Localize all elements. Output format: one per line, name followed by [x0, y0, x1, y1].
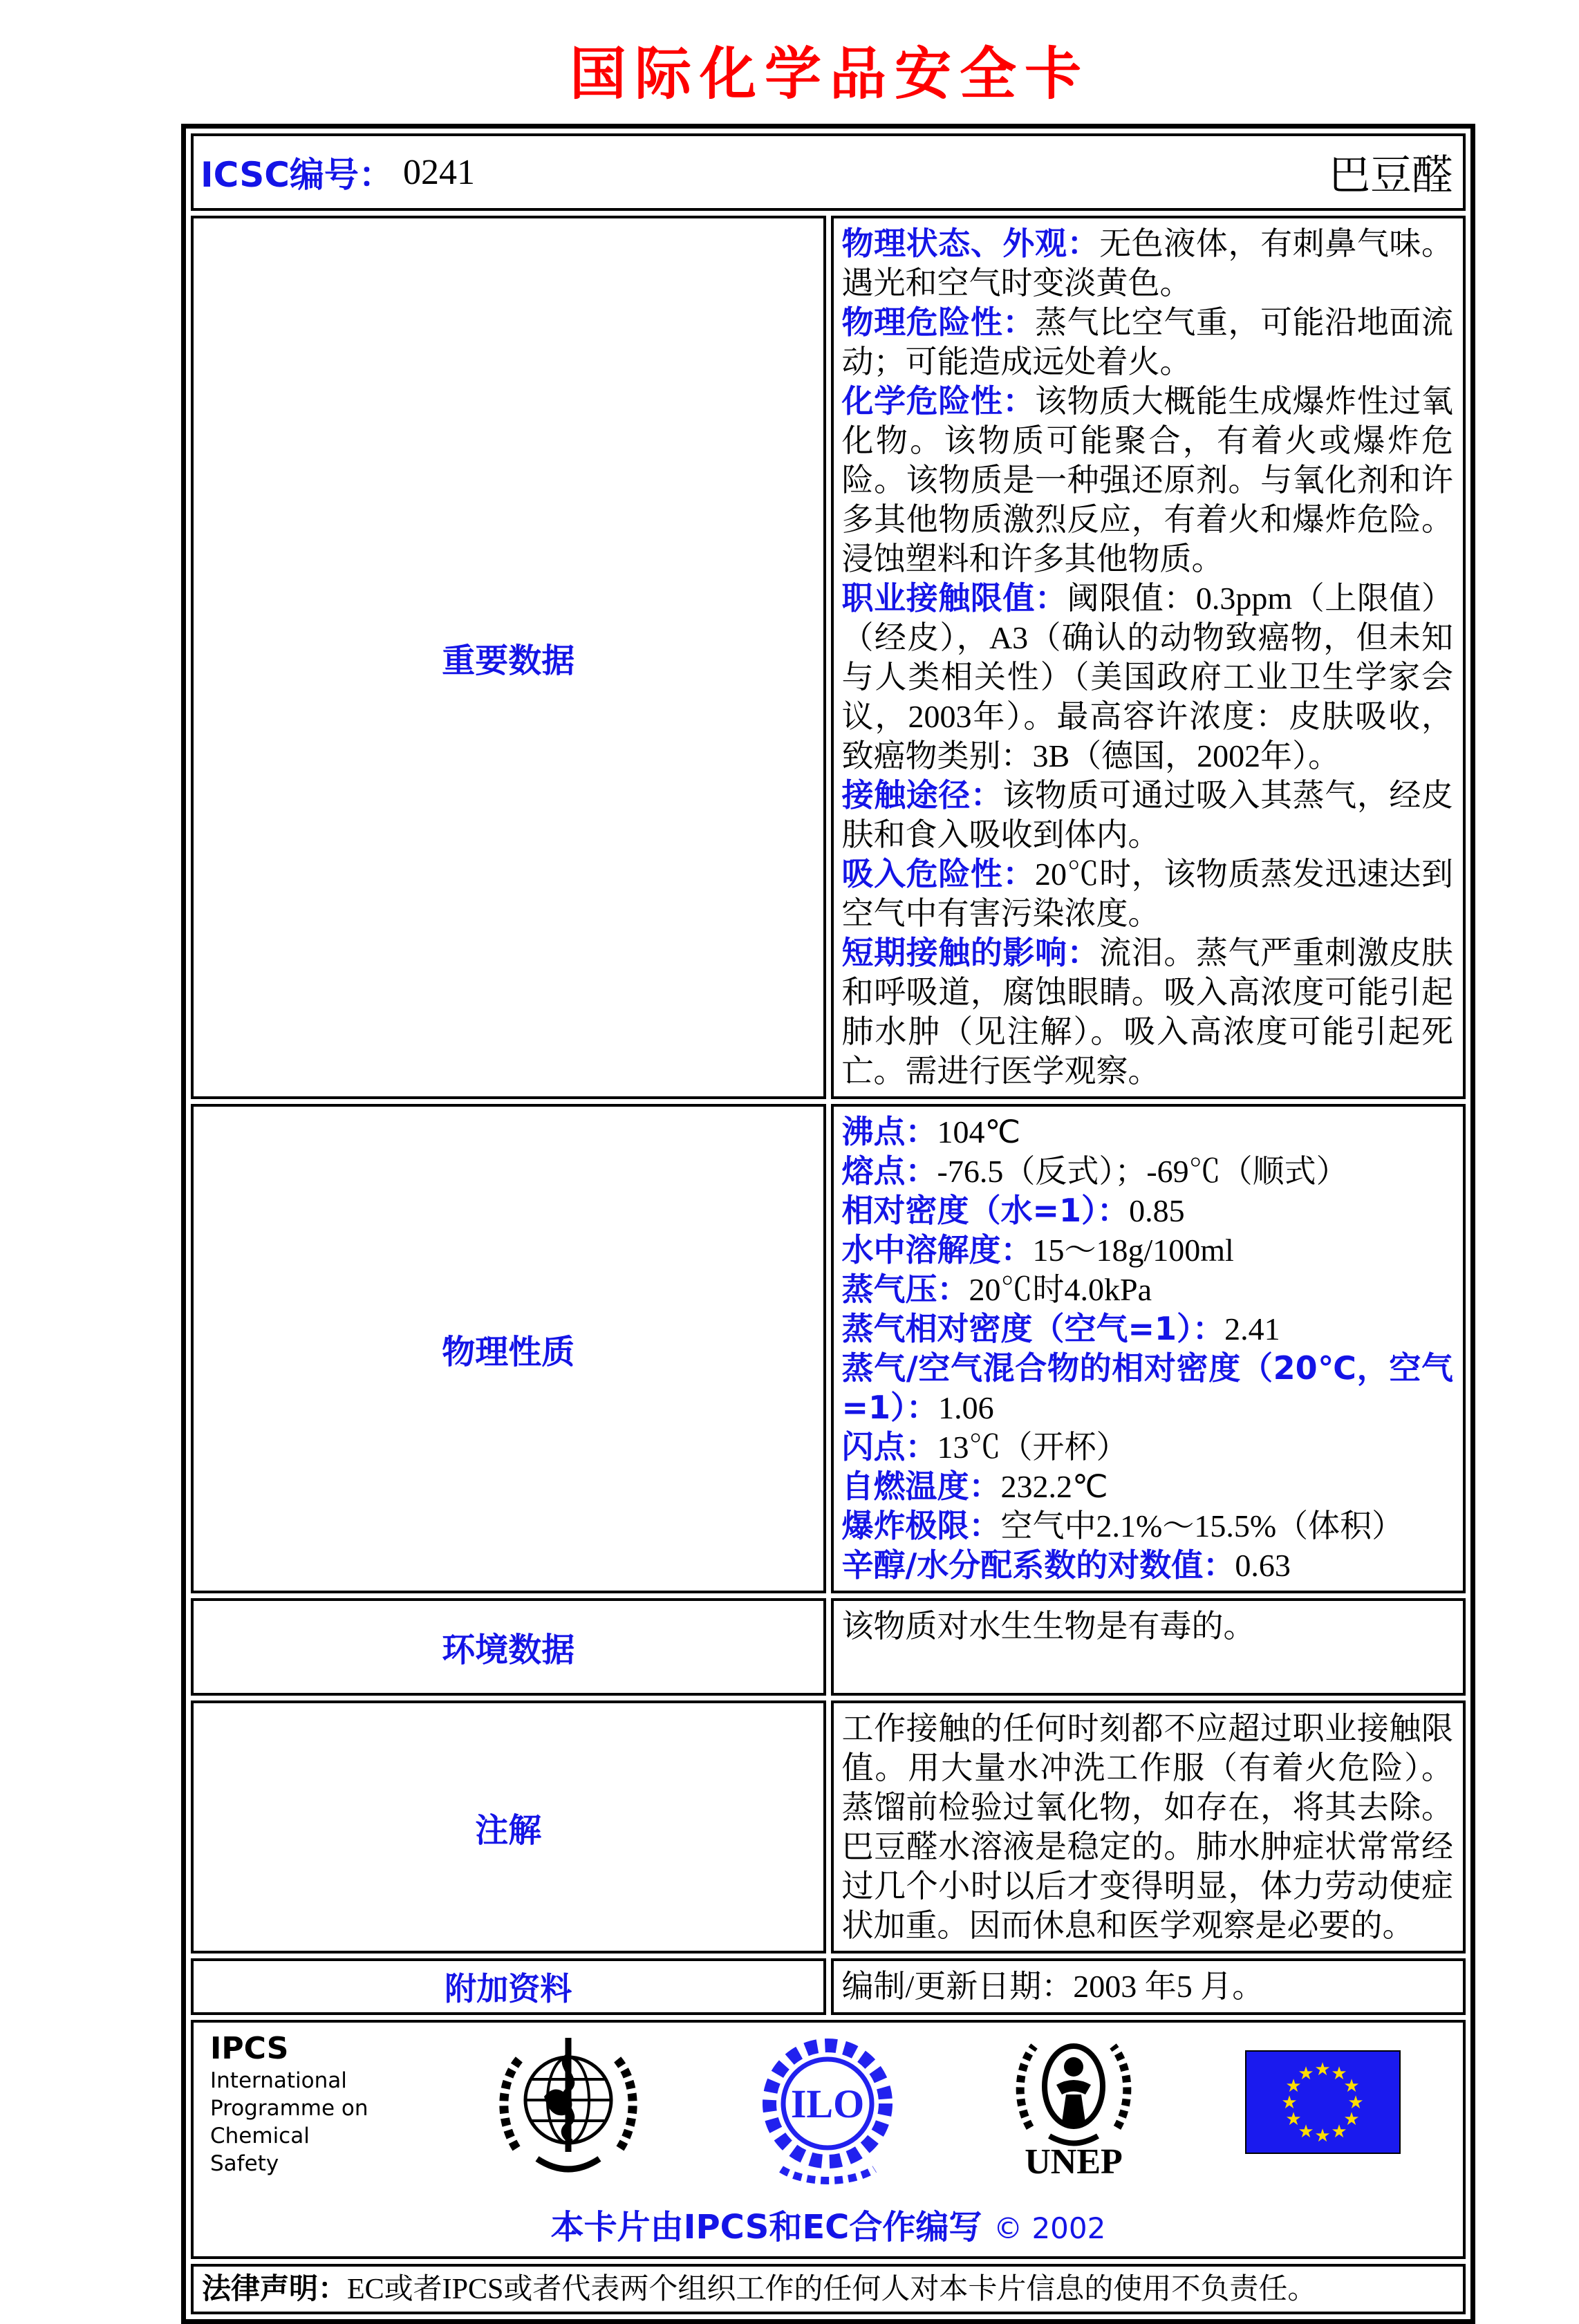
property-item: [842, 1191, 1454, 1230]
item-label: 物理状态、外观：: [841, 225, 1100, 262]
legal-cell: [191, 2264, 1466, 2314]
property-label: 蒸气/空气混合物的相对密度（20℃，空气=1）：: [841, 1349, 1453, 1426]
notes-row: [191, 1700, 1466, 1953]
property-label: 自燃温度：: [841, 1468, 1001, 1505]
section-body-environment: [831, 1598, 1466, 1696]
ipcs-title: IPCS: [210, 2031, 289, 2066]
unep-emblem-icon: [1015, 2031, 1132, 2148]
credit-line: [200, 2200, 1456, 2248]
page-title: 国际化学品安全卡: [569, 41, 1090, 107]
property-value: -76.5（反式）；-69℃（顺式）: [937, 1154, 1348, 1189]
property-label: 蒸气压：: [841, 1271, 969, 1308]
section-label-notes: 注解: [191, 1700, 826, 1953]
property-label: 相对密度（水=1）：: [841, 1192, 1130, 1229]
svg-text:★: ★: [1331, 2121, 1347, 2142]
item-text: 蒸气比空气重，可能沿地面流动；可能造成远处着火。: [841, 305, 1453, 379]
ipcs-subtitle-line: Chemical Safety: [210, 2124, 310, 2176]
svg-text:★: ★: [1285, 2076, 1302, 2096]
property-label: 水中溶解度：: [841, 1231, 1033, 1268]
icsc-number-value: 0241: [402, 152, 475, 192]
property-item: [842, 1349, 1454, 1427]
property-value: 13℃（开杯）: [937, 1430, 1128, 1465]
ilo-label: ILO: [790, 2081, 865, 2126]
property-value: 15～18g/100ml: [1032, 1233, 1234, 1268]
credit-text: 本卡片由IPCS和EC合作编写: [550, 2208, 982, 2247]
ipcs-subtitle-line: International: [210, 2068, 347, 2093]
section-body-physical: [831, 1104, 1466, 1593]
property-label: 熔点：: [841, 1152, 937, 1190]
ipcs-subtitle-line: Programme on: [210, 2096, 368, 2121]
section-label-physical: 物理性质: [191, 1104, 826, 1593]
data-item: [842, 303, 1454, 382]
property-item: [842, 1427, 1454, 1467]
additional-text: 编制/更新日期：2003 年5 月。: [841, 1969, 1264, 2004]
unep-logo-block: [1015, 2031, 1132, 2180]
property-item: [842, 1152, 1454, 1191]
who-logo-icon: [496, 2031, 641, 2193]
item-label: 职业接触限值：: [841, 579, 1067, 617]
item-text: 该物质可通过吸入其蒸气，经皮肤和食入吸收到体内。: [841, 778, 1454, 852]
svg-text:★: ★: [1343, 2109, 1360, 2129]
chemical-name: 巴豆醛: [1329, 153, 1453, 198]
environment-text: 该物质对水生生物是有毒的。: [841, 1609, 1255, 1644]
svg-text:★: ★: [1298, 2063, 1314, 2083]
svg-text:★: ★: [1314, 2126, 1331, 2146]
icsc-number-label: ICSC编号：: [200, 155, 393, 195]
data-item: [842, 382, 1454, 579]
property-value: 0.63: [1235, 1548, 1291, 1583]
property-item: [842, 1230, 1454, 1270]
data-item: [842, 776, 1454, 854]
data-item: [842, 224, 1454, 303]
property-value: 104℃: [937, 1114, 1021, 1150]
important-data-row: [191, 216, 1466, 1099]
ilo-logo-icon: [754, 2031, 902, 2193]
section-body-notes: [831, 1700, 1466, 1953]
svg-text:★: ★: [1347, 2092, 1364, 2112]
property-value: 空气中2.1%～15.5%（体积）: [1000, 1508, 1404, 1544]
property-value: 1.06: [938, 1390, 994, 1425]
notes-text: 工作接触的任何时刻都不应超过职业接触限值。用大量水冲洗工作服（有着火危险）。蒸馏前检验过氧化物，如存在，将其去除。巴豆醛水溶液是稳定的。肺水肿症状常常经过几个小时以后才变得明显，体力劳动使症状加重。因而休息和医学观察是必要的。: [841, 1711, 1453, 1943]
svg-text:★: ★: [1343, 2076, 1360, 2096]
section-label-environment: 环境数据: [191, 1598, 826, 1696]
icsc-card-table: [181, 124, 1475, 2324]
data-item: [842, 933, 1454, 1091]
property-value: 20℃时4.0kPa: [969, 1272, 1152, 1307]
additional-info-row: [191, 1958, 1466, 2015]
ipcs-text-block: [210, 2031, 383, 2177]
data-item: [842, 854, 1454, 933]
property-item: [842, 1506, 1454, 1546]
item-text: 该物质大概能生成爆炸性过氧化物。该物质可能聚合，有着火或爆炸危险。该物质是一种强还原剂。与氧化剂和许多其他物质激烈反应，有着火和爆炸危险。浸蚀塑料和许多其他物质。: [841, 384, 1453, 577]
property-item: [842, 1270, 1454, 1309]
logos-cell: [191, 2020, 1466, 2259]
item-text: 阈限值：0.3ppm（上限值）（经皮），A3（确认的动物致癌物，但未知与人类相关性）（美国政府工业卫生学家会议，2003年）。最高容许浓度：皮肤吸收，致癌物类别：3B（德国，2002年）。: [841, 581, 1454, 774]
property-label: 蒸气相对密度（空气=1）：: [841, 1310, 1225, 1347]
property-label: 辛醇/水分配系数的对数值：: [841, 1546, 1235, 1584]
item-text: 流泪。蒸气严重刺激皮肤和呼吸道，腐蚀眼睛。吸入高浓度可能引起肺水肿（见注解）。吸入高浓度可能引起死亡。需进行医学观察。: [841, 935, 1454, 1089]
item-label: 物理危险性：: [841, 303, 1035, 341]
item-text: 无色液体，有刺鼻气味。遇光和空气时变淡黄色。: [841, 226, 1454, 301]
svg-text:★: ★: [1314, 2059, 1331, 2079]
physical-properties-row: [191, 1104, 1466, 1593]
section-label-additional: 附加资料: [191, 1958, 826, 2015]
item-label: 化学危险性：: [841, 382, 1035, 420]
header-cell: [191, 133, 1466, 211]
property-item: [842, 1467, 1454, 1506]
property-label: 闪点：: [841, 1428, 937, 1465]
copyright-text: © 2002: [993, 2211, 1106, 2245]
legal-label: 法律声明：: [202, 2271, 348, 2305]
property-item: [842, 1112, 1454, 1152]
section-label-important: 重要数据: [191, 216, 826, 1099]
item-label: 接触途径：: [841, 776, 1003, 814]
logos-row: [191, 2020, 1466, 2259]
eu-flag-icon: [1245, 2050, 1401, 2154]
property-value: 232.2℃: [1000, 1469, 1108, 1504]
property-label: 爆炸极限：: [841, 1507, 1001, 1544]
property-value: 0.85: [1129, 1193, 1185, 1228]
property-value: 2.41: [1224, 1311, 1280, 1347]
property-item: [842, 1309, 1454, 1349]
section-body-important: [831, 216, 1466, 1099]
svg-text:★: ★: [1281, 2092, 1298, 2112]
item-text: 20℃时，该物质蒸发迅速达到空气中有害污染浓度。: [841, 856, 1453, 931]
item-label: 吸入危险性：: [841, 855, 1035, 892]
legal-row: [191, 2264, 1466, 2314]
item-label: 短期接触的影响：: [841, 934, 1100, 971]
unep-label: UNEP: [1025, 2142, 1123, 2182]
legal-text: EC或者IPCS或者代表两个组织工作的任何人对本卡片信息的使用不负责任。: [347, 2274, 1317, 2305]
svg-text:★: ★: [1285, 2109, 1302, 2129]
section-body-additional: [831, 1958, 1466, 2015]
svg-text:★: ★: [1298, 2121, 1314, 2142]
header-row: [191, 133, 1466, 211]
data-item: [842, 579, 1454, 776]
property-item: [842, 1546, 1454, 1585]
property-label: 沸点：: [841, 1113, 937, 1150]
environment-data-row: [191, 1598, 1466, 1696]
svg-text:★: ★: [1331, 2063, 1347, 2083]
